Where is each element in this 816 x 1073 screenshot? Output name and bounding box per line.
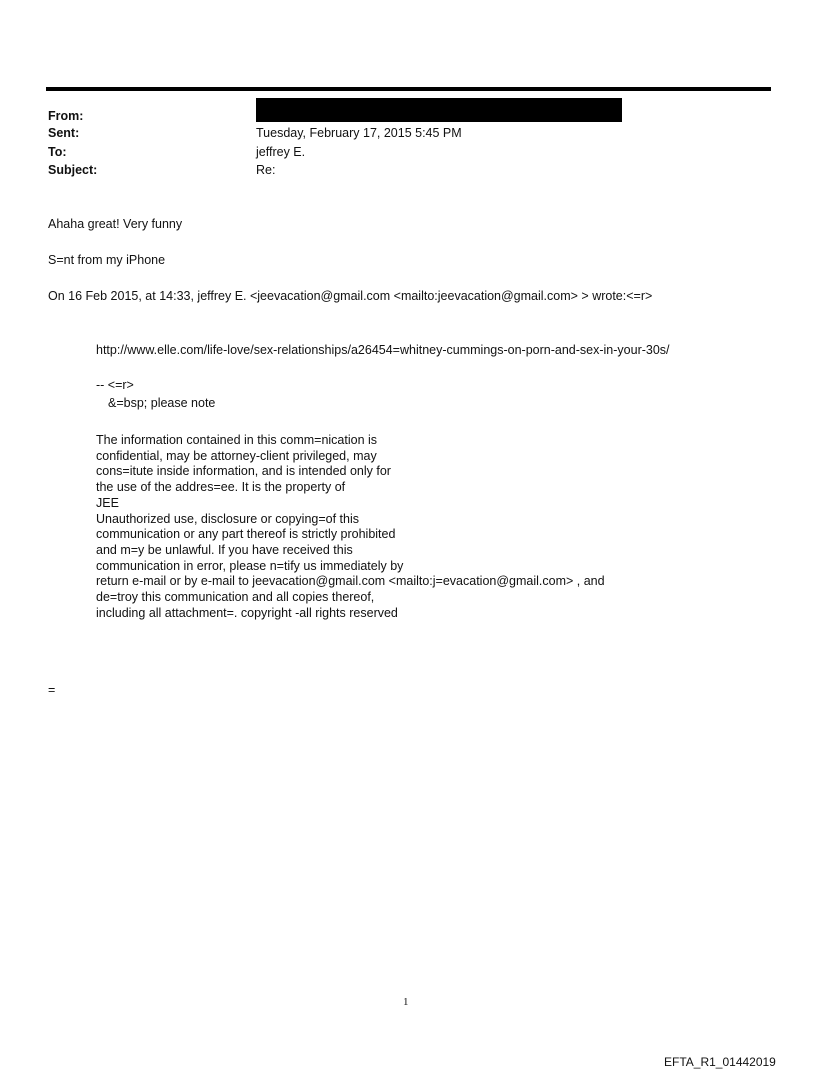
mobile-signature: S=nt from my iPhone: [48, 253, 166, 267]
subject-value: Re:: [256, 163, 276, 177]
header-rule: [46, 87, 771, 91]
disclaimer-line: de=troy this communication and all copies thereof,: [96, 590, 375, 605]
disclaimer-line: the use of the addres=ee. It is the property of: [96, 480, 346, 495]
disclaimer-line: communication or any part thereof is strictly prohibited: [96, 527, 396, 542]
disclaimer-line: JEE: [96, 495, 119, 510]
disclaimer-line: cons=itute inside information, and is intended only for: [96, 464, 391, 479]
signature-dash: -- <=r>: [96, 378, 134, 392]
disclaimer-line: and m=y be unlawful. If you have received this: [96, 542, 353, 557]
page-number: 1: [403, 996, 409, 1008]
please-note: &=bsp; please note: [108, 396, 216, 410]
to-label: To:: [48, 145, 67, 159]
reply-text: Ahaha great! Very funny: [48, 217, 183, 231]
redaction-box: [256, 98, 622, 122]
disclaimer-line: Unauthorized use, disclosure or copying=of this: [96, 511, 359, 526]
disclaimer-line: The information contained in this comm=nication is: [96, 433, 378, 447]
trailing-marker: =: [48, 683, 56, 697]
to-value: jeffrey E.: [256, 145, 306, 159]
disclaimer-line: including all attachment=. copyright -all rights reserved: [96, 605, 398, 620]
sent-value: Tuesday, February 17, 2015 5:45 PM: [256, 126, 462, 140]
shared-link: http://www.elle.com/life-love/sex-relationships/a26454=whitney-cummings-on-porn-and-sex-in-your-30s/: [96, 343, 670, 357]
quote-intro: On 16 Feb 2015, at 14:33, jeffrey E. <jeevacation@gmail.com <mailto:jeevacation@gmail.com> > wrote:<=r>: [48, 289, 653, 303]
disclaimer-line: confidential, may be attorney-client privileged, may: [96, 448, 377, 463]
from-label: From:: [48, 109, 84, 123]
subject-label: Subject:: [48, 163, 98, 177]
disclaimer-line: return e-mail or by e-mail to jeevacation@gmail.com <mailto:j=evacation@gmail.com> , and: [96, 574, 605, 589]
disclaimer-line: communication in error, please n=tify us immediately by: [96, 558, 404, 573]
document-id: EFTA_R1_01442019: [664, 1055, 776, 1069]
disclaimer: [96, 433, 605, 621]
sent-label: Sent:: [48, 126, 80, 140]
